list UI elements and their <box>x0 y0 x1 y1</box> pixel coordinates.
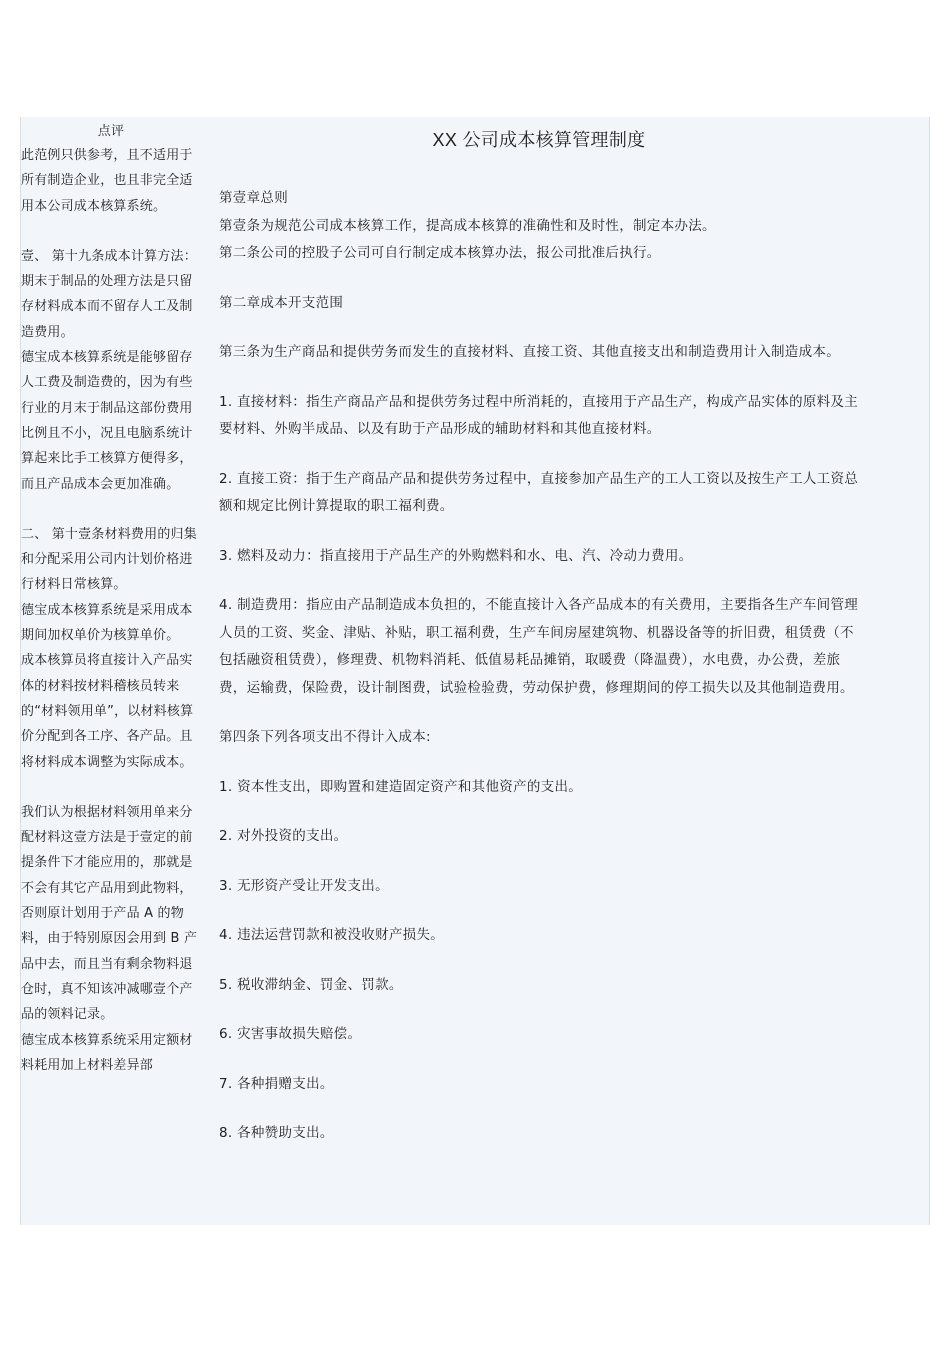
commentary-paragraph: 德宝成本核算系统是采用成本期间加权单价为核算单价。 <box>21 602 193 644</box>
regulation-body <box>219 117 859 1148</box>
list-item: 3. 无形资产受让开发支出。 <box>219 877 389 894</box>
article: 第四条下列各项支出不得计入成本: <box>219 729 431 745</box>
commentary-paragraph: 德宝成本核算系统采用定额材料耗用加上材料差异部 <box>21 1032 193 1073</box>
list-item: 1. 直接材料：指生产商品产品和提供劳务过程中所消耗的，直接用于产品生产，构成产品实体的原料及主要材料、外购半成品、以及有助于产品形成的辅助材料和其他直接材料。 <box>219 393 859 437</box>
commentary-paragraph: 此范例只供参考，且不适用于所有制造企业，也且非完全适用本公司成本核算系统。 <box>21 148 193 214</box>
commentary-paragraph: 我们认为根据材料领用单来分配材料这壹方法是于壹定的前提条件下才能应用的，那就是不会有其它产品用到此物料，否则原计划用于产品 A 的物料，由于特别原因会用到 B 产品中去，而且当有剩余物料退仓时，真不知该冲减哪壹个产品的领料记录。 <box>21 804 198 1023</box>
list-item: 1. 资本性支出，即购置和建造固定资产和其他资产的支出。 <box>219 778 583 795</box>
chapter-title: 第二章成本开支范围 <box>219 294 344 311</box>
list-item: 5. 税收滞纳金、罚金、罚款。 <box>219 976 403 993</box>
list-item: 4. 制造费用：指应由产品制造成本负担的，不能直接计入各产品成本的有关费用，主要指各生产车间管理人员的工资、奖金、津贴、补贴，职工福利费，生产车间房屋建筑物、机器设备等的折旧费，租赁费（不包括融资租赁费），修理费、机物料消耗、低值易耗品摊销，取暖费（降温费），水电费，办公费，差旅费，运输费，保险费，设计制图费，试验检验费，劳动保护费，修理期间的停工损失以及其他制造费用。 <box>219 597 859 696</box>
commentary-paragraph: 壹、 第十九条成本计算方法： 期末于制品的处理方法是只留存材料成本而不留存人工及制造费用。 <box>21 248 197 340</box>
list-item: 8. 各种赞助支出。 <box>219 1125 334 1141</box>
list-item: 2. 直接工资：指于生产商品产品和提供劳务过程中，直接参加产品生产的工人工资以及按生产工人工资总额和规定比例计算提取的职工福利费。 <box>219 470 859 514</box>
commentary-column <box>21 117 201 1078</box>
list-item: 7. 各种捐赠支出。 <box>219 1075 334 1092</box>
list-item: 2. 对外投资的支出。 <box>219 828 348 844</box>
document-title: XX 公司成本核算管理制度 <box>432 130 646 150</box>
list-item: 4. 违法运营罚款和被没收财产损失。 <box>219 927 445 943</box>
commentary-paragraph: 成本核算员将直接计入产品实体的材料按材料稽核员转来的“材料领用单”，以材料核算价分配到各工序、各产品。且将材料成本调整为实际成本。 <box>21 653 194 770</box>
article: 第三条为生产商品和提供劳务而发生的直接材料、直接工资、其他直接支出和制造费用计入制造成本。 <box>219 344 840 360</box>
commentary-paragraph: 二、 第十壹条材料费用的归集和分配采用公司内计划价格进行材料日常核算。 <box>21 526 197 593</box>
commentary-heading: 点评 <box>97 124 125 139</box>
commentary-paragraph: 德宝成本核算系统是能够留存人工费及制造费的，因为有些行业的月末于制品这部份费用比例且不小，况且电脑系统计算起来比手工核算方便得多，而且产品成本会更加准确。 <box>21 350 193 492</box>
list-item: 3. 燃料及动力：指直接用于产品生产的外购燃料和水、电、汽、冷动力费用。 <box>219 547 693 564</box>
chapter-title: 第壹章总则 <box>219 190 288 206</box>
document-panel <box>20 117 930 1225</box>
article: 第壹条为规范公司成本核算工作，提高成本核算的准确性和及时性，制定本办法。 <box>219 217 716 234</box>
list-item: 6. 灾害事故损失赔偿。 <box>219 1026 362 1042</box>
article: 第二条公司的控股子公司可自行制定成本核算办法，报公司批准后执行。 <box>219 245 661 261</box>
